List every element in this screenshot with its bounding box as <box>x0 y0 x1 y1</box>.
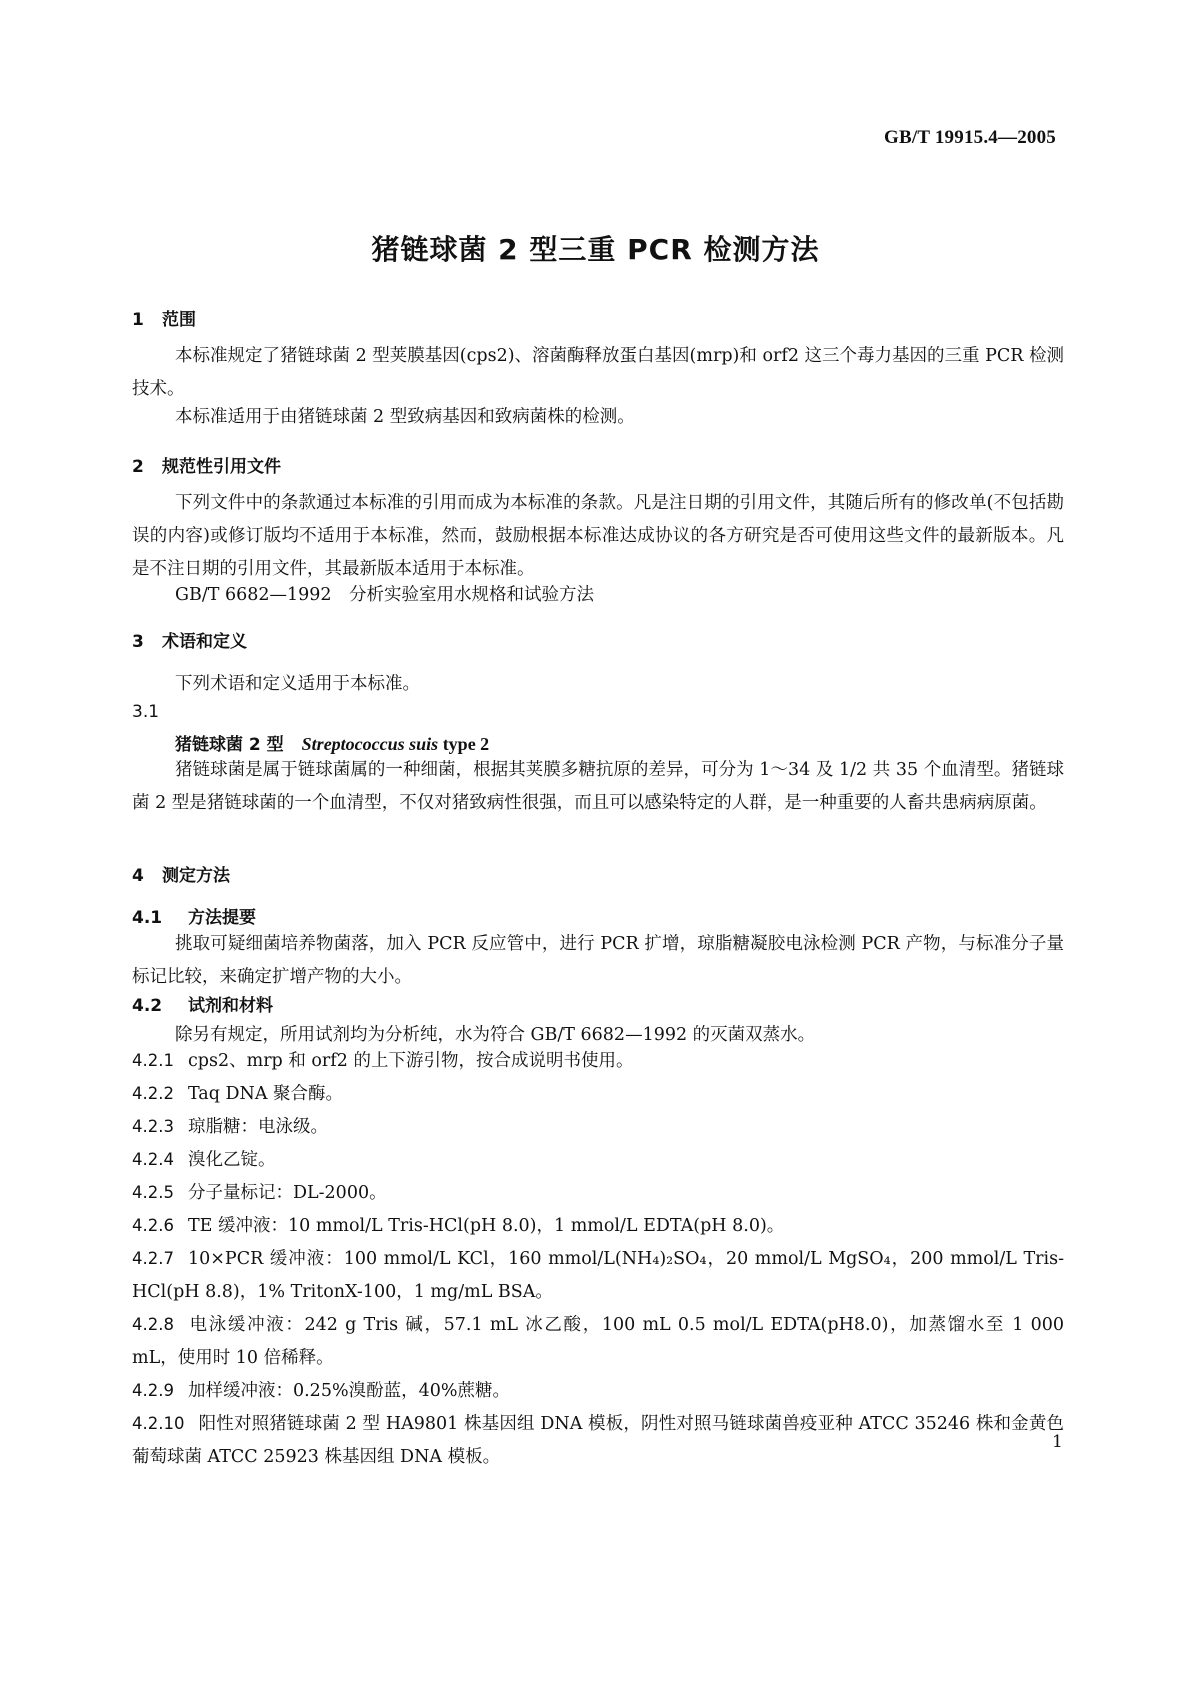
subsection-4-2-paragraph: 除另有规定，所用试剂均为分析纯，水为符合 GB/T 6682—1992 的灭菌双蒸水。 <box>175 1025 816 1045</box>
section-title: 范围 <box>162 310 196 330</box>
item-number: 4.2.2 <box>132 1084 174 1103</box>
section-3-heading <box>132 627 1064 652</box>
section-number: 1 <box>132 310 144 330</box>
clause-number: 3.1 <box>132 702 160 722</box>
list-item <box>132 1242 1064 1309</box>
list-item <box>132 1143 1064 1177</box>
item-number: 4.2.3 <box>132 1117 174 1136</box>
item-text: Taq DNA 聚合酶。 <box>187 1084 344 1104</box>
list-item <box>132 1176 1064 1210</box>
standard-number: GB/T 19915.4—2005 <box>884 127 1056 148</box>
section-number: 2 <box>132 457 144 477</box>
section-title: 测定方法 <box>162 866 230 886</box>
normative-reference: GB/T 6682—1992 分析实验室用水规格和试验方法 <box>175 585 595 605</box>
item-number: 4.2.1 <box>132 1051 174 1070</box>
section-1-paragraph-1: 本标准规定了猪链球菌 2 型荚膜基因(cps2)、溶菌酶释放蛋白基因(mrp)和 orf2 这三个毒力基因的三重 PCR 检测技术。 <box>132 346 1064 399</box>
term-definition: 猪链球菌是属于链球菌属的一种细菌，根据其荚膜多糖抗原的差异，可分为 1～34 及 1/2 共 35 个血清型。猪链球菌 2 型是猪链球菌的一个血清型，不仅对猪致病性很强，而且可以感染特定的人群，是一种重要的人畜共患病病原菌。 <box>132 760 1064 813</box>
section-4-heading <box>132 861 1064 886</box>
item-text: 电泳缓冲液：242 g Tris 碱，57.1 mL 冰乙酸，100 mL 0.5 mol/L EDTA(pH8.0)，加蒸馏水至 1 000 mL，使用时 10 倍稀释。 <box>132 1315 1064 1368</box>
item-number: 4.2.6 <box>132 1216 174 1235</box>
subsection-number: 4.2 <box>132 996 163 1016</box>
subsection-title: 方法提要 <box>188 908 256 928</box>
item-text: 10×PCR 缓冲液：100 mmol/L KCl，160 mmol/L(NH₄)₂SO₄，20 mmol/L MgSO₄，200 mmol/L Tris-HCl(pH 8.8)，1% TritonX-100，1 mg/mL BSA。 <box>132 1249 1064 1302</box>
item-number: 4.2.5 <box>132 1183 174 1202</box>
item-text: cps2、mrp 和 orf2 的上下游引物，按合成说明书使用。 <box>187 1051 634 1071</box>
term-chinese: 猪链球菌 2 型 <box>175 735 284 755</box>
item-text: 阳性对照猪链球菌 2 型 HA9801 株基因组 DNA 模板，阴性对照马链球菌兽疫亚种 ATCC 35246 株和金黄色葡萄球菌 ATCC 25923 株基因组 DNA 模板。 <box>132 1414 1064 1467</box>
item-text: 分子量标记：DL-2000。 <box>187 1183 387 1203</box>
section-title: 术语和定义 <box>162 632 247 652</box>
section-1-heading <box>132 305 1064 330</box>
section-title: 规范性引用文件 <box>162 457 281 477</box>
section-number: 3 <box>132 632 144 652</box>
term-type: type 2 <box>438 734 490 754</box>
item-number: 4.2.7 <box>132 1249 174 1268</box>
list-item <box>132 1110 1064 1144</box>
list-item <box>132 1407 1064 1474</box>
item-text: 琼脂糖：电泳级。 <box>187 1117 328 1137</box>
subsection-number: 4.1 <box>132 908 163 928</box>
item-text: TE 缓冲液：10 mmol/L Tris-HCl(pH 8.0)，1 mmol/L EDTA(pH 8.0)。 <box>187 1216 785 1236</box>
document-title: 猪链球菌 2 型三重 PCR 检测方法 <box>371 233 820 266</box>
list-item <box>132 1044 1064 1078</box>
page-number: 1 <box>1052 1432 1063 1452</box>
item-number: 4.2.9 <box>132 1381 174 1400</box>
item-number: 4.2.4 <box>132 1150 174 1169</box>
list-item <box>132 1308 1064 1375</box>
subsection-title: 试剂和材料 <box>188 996 273 1016</box>
subsection-4-1-heading <box>132 903 1064 928</box>
list-item <box>132 1209 1064 1243</box>
list-item <box>132 1077 1064 1111</box>
list-item <box>132 1374 1064 1408</box>
section-3-paragraph: 下列术语和定义适用于本标准。 <box>175 674 420 694</box>
item-number: 4.2.10 <box>132 1414 185 1433</box>
section-number: 4 <box>132 866 144 886</box>
section-2-heading <box>132 452 1064 477</box>
subsection-4-1-paragraph: 挑取可疑细菌培养物菌落，加入 PCR 反应管中，进行 PCR 扩增，琼脂糖凝胶电泳检测 PCR 产物，与标准分子量标记比较，来确定扩增产物的大小。 <box>132 934 1064 987</box>
term-latin: Streptococcus suis <box>301 734 439 754</box>
term-entry <box>132 730 1107 755</box>
section-2-paragraph: 下列文件中的条款通过本标准的引用而成为本标准的条款。凡是注日期的引用文件，其随后所有的修改单(不包括勘误的内容)或修订版均不适用于本标准，然而，鼓励根据本标准达成协议的各方研究是否可使用这些文件的最新版本。凡是不注日期的引用文件，其最新版本适用于本标准。 <box>132 493 1064 579</box>
item-text: 溴化乙锭。 <box>187 1150 276 1170</box>
subsection-4-2-heading <box>132 991 1064 1016</box>
item-number: 4.2.8 <box>132 1315 174 1334</box>
section-1-paragraph-2: 本标准适用于由猪链球菌 2 型致病基因和致病菌株的检测。 <box>175 407 635 427</box>
item-text: 加样缓冲液：0.25%溴酚蓝，40%蔗糖。 <box>187 1381 510 1401</box>
